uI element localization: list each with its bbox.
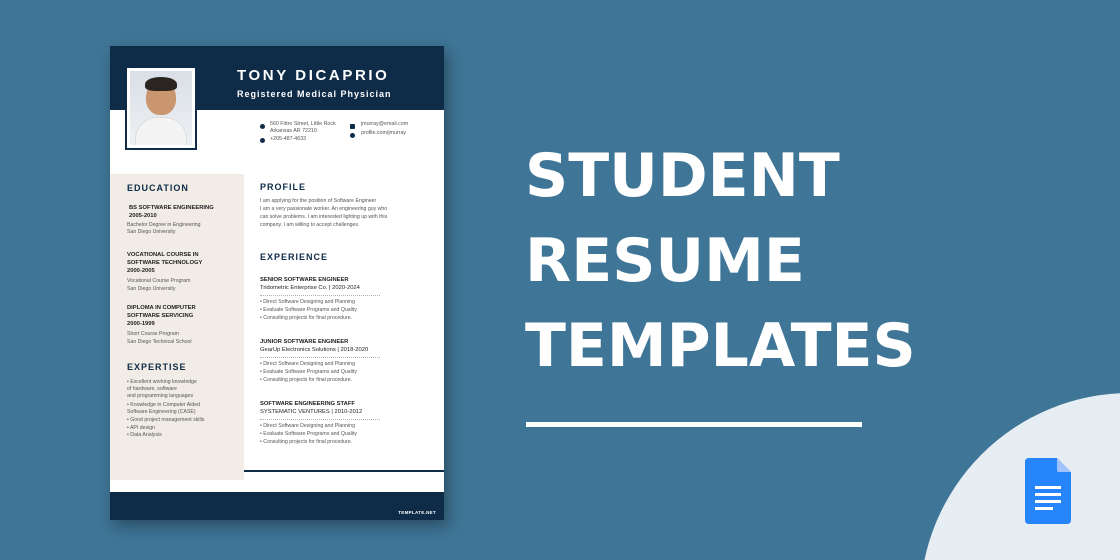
location-icon	[260, 124, 265, 129]
template-brand: TEMPLATE.NET	[398, 510, 436, 515]
email-icon	[350, 124, 355, 129]
experience-company: SYSTEMATIC VENTURES | 2010-2012	[260, 409, 363, 415]
education-detail: Bachelor Degree in Engineering	[127, 222, 201, 228]
experience-role: SENIOR SOFTWARE ENGINEER	[260, 277, 349, 283]
experience-company: Tridometric Enterprise Co. | 2020-2024	[260, 285, 360, 291]
experience-bullet: • Direct Software Designing and Planning	[260, 299, 355, 305]
profile-line: I am applying for the position of Software Engineer	[260, 198, 377, 204]
education-degree: BS SOFTWARE ENGINEERING	[129, 205, 214, 211]
resume-preview	[110, 46, 444, 520]
profile-line: I am a very passionate worker. An engineering guy who	[260, 206, 388, 212]
expertise-item: • Data Analysis	[127, 432, 162, 438]
experience-company: GearUp Electronics Solutions | 2018-2020	[260, 347, 369, 353]
education-degree: DIPLOMA IN COMPUTER	[127, 305, 196, 311]
expertise-item: and programming languages	[127, 393, 194, 399]
email-text: jmurray@email.com	[361, 121, 409, 127]
expertise-item: • Knowledge in Computer Aided	[127, 402, 201, 408]
divider	[260, 295, 380, 296]
experience-bullet: • Consulting projects for final procedure.	[260, 377, 353, 383]
experience-bullet: • Consulting projects for final procedure.	[260, 439, 353, 445]
profile-line: company. I am willing to accept challenges.	[260, 222, 360, 228]
resume-job-title: Registered Medical Physician	[237, 89, 392, 99]
experience-bullet: • Evaluate Software Programs and Quality	[260, 431, 357, 437]
experience-bullet: • Consulting projects for final procedure.	[260, 315, 353, 321]
address-line1: 560 Fittro Street, Little Rock	[270, 121, 336, 127]
education-detail: San Diego University	[127, 286, 176, 292]
experience-bullet: • Evaluate Software Programs and Quality	[260, 307, 357, 313]
globe-icon	[350, 133, 355, 138]
address-line2: Arkansas AR 72210	[270, 128, 317, 134]
expertise-item: • API design	[127, 425, 156, 431]
decorative-circle	[920, 393, 1120, 560]
divider	[260, 419, 380, 420]
education-degree: SOFTWARE SERVICING	[127, 313, 194, 319]
google-docs-icon	[1025, 458, 1071, 524]
experience-bullet: • Evaluate Software Programs and Quality	[260, 369, 357, 375]
expertise-item: Software Engineering (CASE)	[127, 409, 196, 415]
education-detail: San Diego University	[127, 229, 176, 235]
headline-line1: STUDENT	[525, 141, 840, 211]
divider	[260, 357, 380, 358]
profile-line: can solve problems. I am interested lighting up with this	[260, 214, 388, 220]
phone-icon	[260, 138, 265, 143]
footer-rule	[244, 470, 444, 472]
experience-heading: EXPERIENCE	[260, 252, 329, 262]
education-years: 2005-2010	[129, 213, 157, 219]
education-years: 2000-2005	[127, 268, 155, 274]
profile-photo	[125, 66, 197, 150]
experience-role: SOFTWARE ENGINEERING STAFF	[260, 401, 355, 407]
phone-text: +205-487-4633	[270, 136, 307, 142]
headline-line2: RESUME	[525, 226, 805, 296]
resume-footer	[110, 492, 444, 520]
expertise-heading: EXPERTISE	[127, 362, 187, 372]
experience-bullet: • Direct Software Designing and Planning	[260, 361, 355, 367]
headline-underline	[526, 422, 862, 427]
profile-heading: PROFILE	[260, 182, 307, 192]
education-heading: EDUCATION	[127, 183, 189, 193]
education-detail: San Diego Technical School	[127, 339, 192, 345]
experience-role: JUNIOR SOFTWARE ENGINEER	[260, 339, 349, 345]
education-years: 2000-1999	[127, 321, 155, 327]
headline-line3: TEMPLATES	[525, 311, 916, 381]
experience-bullet: • Direct Software Designing and Planning	[260, 423, 355, 429]
expertise-item: • Good project management skills	[127, 417, 205, 423]
resume-name: TONY DICAPRIO	[237, 67, 390, 84]
education-degree: VOCATIONAL COURSE IN	[127, 252, 199, 258]
education-degree: SOFTWARE TECHNOLOGY	[127, 260, 203, 266]
expertise-item: of hardware, software	[127, 386, 177, 392]
expertise-item: • Excellent working knowledge	[127, 379, 197, 385]
education-detail: Vocational Course Program	[127, 278, 191, 284]
website-text: profile.com/jmurray	[361, 130, 407, 136]
education-detail: Short Course Program	[127, 331, 179, 337]
